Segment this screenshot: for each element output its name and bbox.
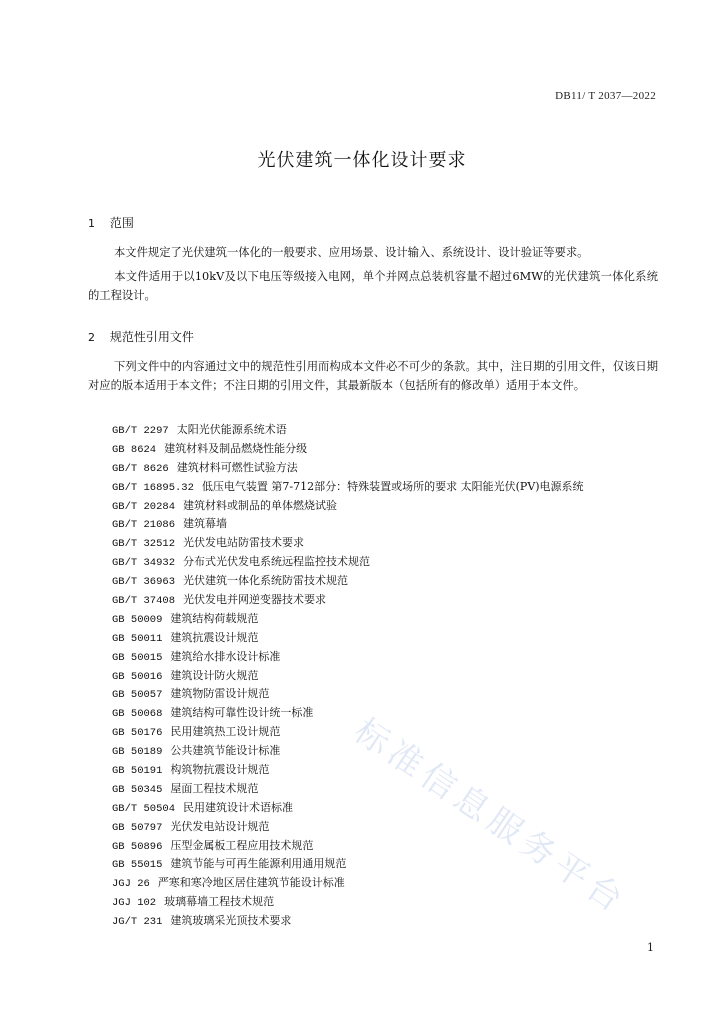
reference-item — [112, 610, 672, 629]
reference-code: GB/T 16895.32 — [112, 481, 194, 494]
reference-code: GB 50176 — [112, 727, 163, 740]
reference-title: 严寒和寒冷地区居住建筑节能设计标准 — [157, 876, 345, 890]
reference-code: GB 50189 — [112, 746, 163, 759]
reference-list — [112, 421, 672, 931]
reference-item — [112, 874, 672, 893]
reference-code: GB/T 50504 — [112, 802, 176, 815]
reference-code: JG/T 231 — [112, 916, 163, 929]
reference-code: GB 50345 — [112, 783, 163, 796]
reference-title: 分布式光伏发电系统远程监控技术规范 — [183, 555, 371, 569]
reference-code: GB 50191 — [112, 765, 163, 778]
reference-title: 光伏发电站设计规范 — [170, 819, 270, 833]
reference-code: GB 50896 — [112, 840, 163, 853]
reference-title: 民用建筑热工设计规范 — [170, 725, 281, 739]
reference-item — [112, 648, 672, 667]
paragraph-text: 下列文件中的内容通过文中的规范性引用而构成本文件必不可少的条款。其中，注日期的引用文件，仅该日期对应的版本适用于本文件；不注日期的引用文件，其最新版本（包括所有的修改单）适用于本文件。 — [88, 360, 658, 392]
reference-item — [112, 761, 672, 780]
reference-item — [112, 478, 672, 497]
reference-title: 建筑抗震设计规范 — [170, 630, 259, 644]
reference-code: GB 50797 — [112, 821, 163, 834]
reference-title: 光伏发电站防雷技术要求 — [183, 536, 305, 550]
reference-code: GB 50057 — [112, 689, 163, 702]
section-heading-scope — [88, 214, 134, 231]
reference-item — [112, 723, 672, 742]
reference-item — [112, 780, 672, 799]
reference-item — [112, 534, 672, 553]
reference-item — [112, 742, 672, 761]
page-number: 1 — [647, 941, 654, 954]
reference-code: GB 50009 — [112, 613, 163, 626]
paragraph-text: 本文件适用于以10kV及以下电压等级接入电网，单个并网点总装机容量不超过6MW的光伏建筑一体化系统的工程设计。 — [88, 270, 658, 302]
reference-code: GB 50016 — [112, 670, 163, 683]
reference-code: GB/T 2297 — [112, 425, 169, 437]
reference-code: JGJ 26 — [112, 878, 150, 891]
section-title: 范围 — [109, 216, 134, 230]
reference-code: GB/T 34932 — [112, 557, 176, 570]
reference-item — [112, 553, 672, 572]
reference-title: 光伏建筑一体化系统防雷技术规范 — [183, 574, 349, 588]
section-title: 规范性引用文件 — [109, 330, 194, 344]
reference-item — [112, 515, 672, 534]
paragraph-text: 本文件规定了光伏建筑一体化的一般要求、应用场景、设计输入、系统设计、设计验证等要求。 — [114, 246, 589, 259]
section-heading-normative-references — [88, 328, 194, 345]
reference-title: 建筑材料可燃性试验方法 — [176, 460, 298, 474]
reference-title: 压型金属板工程应用技术规范 — [170, 838, 314, 852]
scope-paragraph-1 — [88, 243, 658, 262]
reference-code: GB/T 37408 — [112, 595, 176, 608]
reference-item — [112, 837, 672, 856]
reference-title: 建筑结构可靠性设计统一标准 — [170, 706, 314, 720]
reference-code: GB 50068 — [112, 708, 163, 721]
watermark-text: 标准信息服务平台 — [346, 710, 635, 923]
reference-title: 建筑玻璃采光顶技术要求 — [170, 914, 292, 928]
reference-code: GB/T 36963 — [112, 576, 176, 589]
section-number: 2 — [88, 331, 95, 344]
reference-item — [112, 572, 672, 591]
reference-title: 民用建筑设计术语标准 — [183, 800, 294, 814]
scope-paragraph-2 — [88, 267, 658, 305]
reference-item — [112, 685, 672, 704]
reference-item — [112, 629, 672, 648]
standard-code: DB11/ T 2037—2022 — [555, 90, 656, 102]
reference-code: GB 50011 — [112, 632, 163, 645]
reference-item — [112, 459, 672, 478]
reference-item — [112, 818, 672, 837]
references-intro-paragraph — [88, 357, 658, 395]
reference-item — [112, 667, 672, 686]
reference-title: 建筑材料及制品燃烧性能分级 — [164, 441, 308, 455]
reference-item — [112, 440, 672, 459]
reference-code: GB/T 21086 — [112, 519, 176, 532]
reference-title: 建筑物防雷设计规范 — [170, 687, 270, 701]
reference-item — [112, 591, 672, 610]
reference-item — [112, 421, 672, 440]
reference-title: 低压电气装置 第7-712部分：特殊装置或场所的要求 太阳能光伏(PV)电源系统 — [201, 479, 584, 493]
reference-item — [112, 893, 672, 912]
document-title: 光伏建筑一体化设计要求 — [257, 150, 467, 171]
reference-title: 光伏发电并网逆变器技术要求 — [183, 593, 327, 607]
reference-code: GB/T 20284 — [112, 500, 176, 513]
reference-code: GB 8624 — [112, 443, 157, 456]
reference-title: 构筑物抗震设计规范 — [170, 763, 270, 777]
reference-item — [112, 855, 672, 874]
reference-item — [112, 799, 672, 818]
reference-title: 建筑幕墙 — [183, 517, 228, 531]
reference-title: 建筑给水排水设计标准 — [170, 649, 281, 663]
section-number: 1 — [88, 217, 95, 230]
reference-item — [112, 497, 672, 516]
reference-title: 玻璃幕墙工程技术规范 — [164, 895, 275, 909]
reference-code: JGJ 102 — [112, 897, 157, 910]
reference-title: 屋面工程技术规范 — [170, 781, 259, 795]
reference-title: 公共建筑节能设计标准 — [170, 744, 281, 758]
reference-code: GB/T 8626 — [112, 462, 169, 475]
reference-code: GB 55015 — [112, 859, 163, 872]
reference-title: 建筑结构荷载规范 — [170, 611, 259, 625]
reference-item — [112, 912, 672, 931]
reference-title: 建筑材料或制品的单体燃烧试验 — [183, 498, 338, 512]
reference-code: GB 50015 — [112, 651, 163, 664]
reference-code: GB/T 32512 — [112, 538, 176, 551]
reference-title: 太阳光伏能源系统术语 — [176, 423, 287, 436]
reference-title: 建筑设计防火规范 — [170, 668, 259, 682]
reference-item — [112, 704, 672, 723]
reference-title: 建筑节能与可再生能源利用通用规范 — [170, 857, 347, 871]
